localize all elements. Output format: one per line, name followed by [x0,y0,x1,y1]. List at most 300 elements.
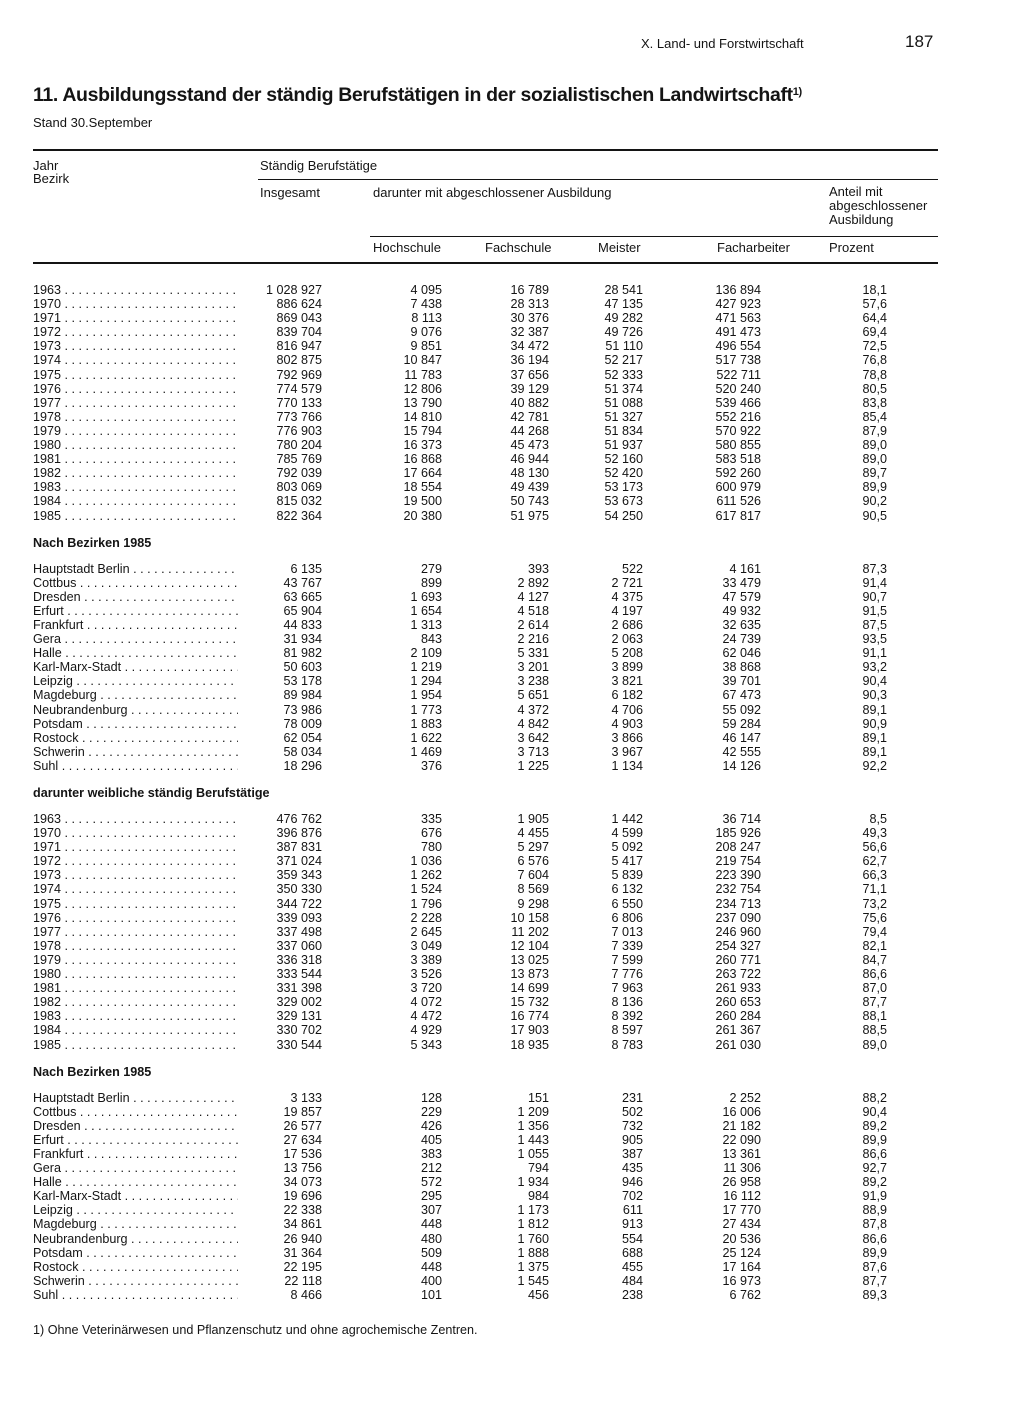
cell-insgesamt: 17 536 [283,1146,322,1161]
cell-insgesamt: 773 766 [276,409,322,424]
cell-hochschule: 1 693 [410,589,442,604]
cell-facharbeiter: 11 306 [723,1161,761,1176]
cell-prozent: 89,9 [862,1132,887,1147]
cell-fachschule: 794 [527,1161,549,1176]
cell-hochschule: 676 [420,826,442,841]
cell-fachschule: 28 313 [510,297,549,312]
table-row [33,1161,938,1175]
table-row [33,1133,938,1147]
cell-insgesamt: 18 296 [283,758,322,773]
table-row [33,424,938,438]
cell-insgesamt: 350 330 [276,882,322,897]
cell-meister: 4 599 [611,826,643,841]
cell-insgesamt: 337 060 [276,938,322,953]
cell-hochschule: 1 954 [410,688,442,703]
row-label: 1983 . . . [33,480,238,494]
row-label: 1974 . . . [33,882,238,896]
cell-fachschule: 1 375 [517,1259,549,1274]
row-label: 1970 . . . [33,826,238,840]
cell-prozent: 87,3 [862,561,887,576]
cell-prozent: 89,1 [862,702,887,717]
cell-facharbeiter: 62 046 [722,646,761,661]
cell-insgesamt: 8 466 [290,1287,322,1302]
table-row [33,1105,938,1119]
hochschule-header: Hochschule [373,240,441,255]
cell-prozent: 86,6 [862,1146,887,1161]
cell-meister: 946 [621,1175,643,1190]
cell-hochschule: 128 [420,1090,442,1105]
cell-facharbeiter: 254 327 [715,938,761,953]
table-row [33,882,938,896]
row-label: 1970 . . . [33,297,238,311]
cell-insgesamt: 396 876 [276,826,322,841]
row-label: 1963 . . . [33,812,238,826]
cell-insgesamt: 815 032 [276,494,322,509]
table-row [33,283,938,297]
table-row [33,1147,938,1161]
cell-prozent: 78,8 [862,367,887,382]
cell-insgesamt: 339 093 [276,910,322,925]
section-years-total [33,283,938,523]
cell-hochschule: 16 373 [403,438,442,453]
cell-prozent: 90,4 [862,1104,887,1119]
cell-facharbeiter: 16 973 [722,1273,761,1288]
cell-facharbeiter: 517 738 [715,353,761,368]
table-row [33,967,938,981]
cell-prozent: 87,5 [862,617,887,632]
running-head [0,32,1024,56]
table-body [33,283,938,1302]
cell-facharbeiter: 427 923 [715,297,761,312]
cell-insgesamt: 329 131 [276,1009,322,1024]
cell-insgesamt: 371 024 [276,854,322,869]
cell-facharbeiter: 27 434 [722,1217,761,1232]
cell-facharbeiter: 14 126 [722,758,761,773]
cell-hochschule: 11 783 [404,367,442,382]
cell-facharbeiter: 539 466 [715,395,761,410]
cell-facharbeiter: 39 701 [722,674,761,689]
row-label: 1974 . . . [33,353,238,367]
cell-facharbeiter: 520 240 [715,381,761,396]
cell-prozent: 71,1 [862,882,887,897]
cell-insgesamt: 337 498 [276,924,322,939]
cell-prozent: 82,1 [862,938,887,953]
cell-meister: 2 063 [611,632,643,647]
cell-fachschule: 2 216 [517,632,549,647]
cell-insgesamt: 774 579 [276,381,322,396]
cell-facharbeiter: 617 817 [715,508,761,523]
cell-facharbeiter: 13 361 [722,1146,761,1161]
row-label: 1975 . . . [33,368,238,382]
row-label: 1978 . . . [33,410,238,424]
footnote-marker: 1) [792,86,802,98]
cell-fachschule: 37 656 [510,367,549,382]
cell-facharbeiter: 185 926 [715,826,761,841]
cell-hochschule: 1 219 [410,660,442,675]
row-label: 1971 . . . [33,840,238,854]
cell-meister: 53 673 [604,494,643,509]
cell-insgesamt: 331 398 [276,981,322,996]
cell-insgesamt: 803 069 [276,480,322,495]
cell-hochschule: 780 [420,840,442,855]
cell-facharbeiter: 16 006 [722,1104,761,1119]
stub-header-jahr: Jahr [33,158,59,173]
cell-insgesamt: 31 364 [283,1245,322,1260]
facharbeiter-header: Facharbeiter [717,240,790,255]
table-row [33,618,938,632]
table-row [33,1038,938,1052]
cell-meister: 435 [621,1161,643,1176]
table-row [33,339,938,353]
cell-meister: 913 [621,1217,643,1232]
table-row [33,995,938,1009]
cell-hochschule: 1 313 [410,617,442,632]
row-label: 1971 . . . [33,311,238,325]
cell-insgesamt: 73 986 [283,702,322,717]
cell-meister: 52 333 [604,367,643,382]
meister-header: Meister [598,240,641,255]
cell-fachschule: 49 439 [510,480,549,495]
table-title-text: 11. Ausbildungsstand der ständig Berufstätigen in der sozialistischen Landwirtschaft [33,84,793,106]
cell-prozent: 83,8 [862,395,887,410]
cell-meister: 8 136 [611,995,643,1010]
cell-facharbeiter: 522 711 [716,367,761,382]
cell-fachschule: 32 387 [510,325,549,340]
cell-fachschule: 36 194 [510,353,549,368]
cell-prozent: 93,2 [862,660,887,675]
top-rule [33,149,938,151]
cell-insgesamt: 81 982 [283,646,322,661]
cell-meister: 6 550 [611,896,643,911]
cell-hochschule: 295 [420,1189,442,1204]
table-row [33,438,938,452]
anteil-header-line2: abgeschlossener [829,198,928,213]
cell-fachschule: 8 569 [517,882,549,897]
cell-meister: 231 [621,1090,643,1105]
cell-insgesamt: 839 704 [276,325,322,340]
cell-fachschule: 30 376 [510,311,549,326]
cell-facharbeiter: 260 771 [715,952,761,967]
cell-hochschule: 1 294 [410,674,442,689]
cell-fachschule: 5 331 [517,646,549,661]
cell-prozent: 89,0 [862,1037,887,1052]
cell-hochschule: 8 113 [411,311,442,326]
cell-facharbeiter: 261 030 [715,1037,761,1052]
cell-facharbeiter: 491 473 [715,325,761,340]
anteil-header-line3: Ausbildung [829,212,894,227]
cell-prozent: 87,6 [862,1259,887,1274]
cell-fachschule: 456 [527,1287,549,1302]
cell-insgesamt: 336 318 [276,952,322,967]
cell-fachschule: 17 903 [510,1023,549,1038]
cell-prozent: 80,5 [862,381,887,396]
row-label: Halle . . . [33,646,238,660]
cell-fachschule: 16 774 [510,1009,549,1024]
row-label: 1976 . . . [33,382,238,396]
cell-fachschule: 1 173 [517,1203,549,1218]
row-label: 1984 . . . [33,1023,238,1037]
cell-meister: 52 160 [604,452,643,467]
cell-meister: 51 834 [604,423,643,438]
cell-hochschule: 480 [420,1231,442,1246]
cell-hochschule: 101 [420,1287,442,1302]
row-label: Magdeburg . . . [33,688,238,702]
table-row [33,466,938,480]
table-row [33,576,938,590]
table-row [33,646,938,660]
cell-fachschule: 4 518 [517,603,549,618]
cell-meister: 6 132 [611,882,643,897]
table-row [33,382,938,396]
cell-hochschule: 14 810 [403,409,442,424]
cell-hochschule: 1 654 [410,603,442,618]
cell-insgesamt: 50 603 [283,660,322,675]
cell-hochschule: 335 [420,812,442,826]
cell-hochschule: 1 262 [410,868,442,883]
cell-meister: 3 967 [611,744,643,759]
table-row [33,674,938,688]
cell-prozent: 90,5 [862,508,887,523]
table-row [33,897,938,911]
row-label: Rostock . . . [33,1260,238,1274]
cell-hochschule: 843 [420,632,442,647]
table-row [33,688,938,702]
cell-fachschule: 7 604 [517,868,549,883]
section-bezirke-female [33,1091,938,1302]
table-row [33,1023,938,1037]
cell-facharbeiter: 46 147 [722,730,761,745]
table-row [33,1217,938,1231]
cell-prozent: 87,0 [862,981,887,996]
cell-facharbeiter: 234 713 [715,896,761,911]
cell-hochschule: 12 806 [403,381,442,396]
cell-hochschule: 17 664 [403,466,442,481]
cell-meister: 5 092 [611,840,643,855]
table-row [33,1288,938,1302]
cell-meister: 554 [621,1231,643,1246]
cell-hochschule: 9 851 [410,339,442,354]
cell-hochschule: 376 [420,758,442,773]
cell-prozent: 56,6 [862,840,887,855]
table-row [33,410,938,424]
row-label: Karl-Marx-Stadt . . . [33,660,238,674]
cell-prozent: 87,7 [862,1273,887,1288]
cell-facharbeiter: 611 526 [716,494,761,509]
cell-fachschule: 4 455 [517,826,549,841]
row-label: Halle . . . [33,1175,238,1189]
cell-meister: 7 599 [611,952,643,967]
row-label: 1979 . . . [33,424,238,438]
cell-facharbeiter: 67 473 [722,688,761,703]
row-label: 1972 . . . [33,854,238,868]
cell-insgesamt: 792 969 [276,367,322,382]
cell-insgesamt: 44 833 [283,617,322,632]
cell-meister: 2 721 [611,575,643,590]
table-row [33,1274,938,1288]
cell-hochschule: 9 076 [410,325,442,340]
table-row [33,703,938,717]
cell-hochschule: 5 343 [410,1037,442,1052]
cell-facharbeiter: 232 754 [715,882,761,897]
table-row [33,854,938,868]
cell-hochschule: 19 500 [403,494,442,509]
cell-facharbeiter: 600 979 [715,480,761,495]
page-number: 187 [905,32,934,51]
table-row [33,1009,938,1023]
cell-meister: 7 963 [611,981,643,996]
cell-meister: 5 839 [611,868,643,883]
table-row [33,494,938,508]
cell-prozent: 18,1 [862,283,887,297]
row-label: Schwerin . . . [33,1274,238,1288]
subgroup-rule [370,236,938,237]
cell-hochschule: 4 472 [410,1009,442,1024]
cell-prozent: 57,6 [862,297,887,312]
row-label: Gera . . . [33,1161,238,1175]
cell-fachschule: 3 238 [517,674,549,689]
cell-meister: 4 706 [611,702,643,717]
subheading-bezirke-female: Nach Bezirken 1985 [33,1064,152,1079]
cell-facharbeiter: 2 252 [729,1090,761,1105]
cell-meister: 8 392 [611,1009,643,1024]
cell-fachschule: 3 713 [517,744,549,759]
cell-facharbeiter: 583 518 [715,452,761,467]
cell-insgesamt: 78 009 [283,716,322,731]
cell-prozent: 88,2 [862,1090,887,1105]
footnote: 1) Ohne Veterinärwesen und Pflanzenschutz und ohne agrochemische Zentren. [33,1323,478,1337]
cell-facharbeiter: 592 260 [715,466,761,481]
cell-hochschule: 212 [420,1161,442,1176]
cell-insgesamt: 63 665 [283,589,322,604]
cell-meister: 8 597 [611,1023,643,1038]
cell-meister: 52 217 [604,353,643,368]
cell-hochschule: 4 095 [410,283,442,297]
row-label: Suhl . . . [33,759,238,773]
cell-insgesamt: 34 861 [283,1217,322,1232]
row-label: Suhl . . . [33,1288,238,1302]
row-label: 1985 . . . [33,509,238,523]
table-row [33,325,938,339]
cell-meister: 5 208 [611,646,643,661]
cell-meister: 1 442 [611,812,643,826]
cell-meister: 522 [621,561,643,576]
row-label: Dresden . . . [33,1119,238,1133]
cell-prozent: 90,7 [862,589,887,604]
cell-facharbeiter: 260 653 [715,995,761,1010]
cell-facharbeiter: 4 161 [729,561,761,576]
cell-insgesamt: 19 857 [283,1104,322,1119]
cell-insgesamt: 22 195 [283,1259,322,1274]
cell-prozent: 90,9 [862,716,887,731]
cell-fachschule: 2 892 [517,575,549,590]
row-label: Hauptstadt Berlin . . . [33,562,238,576]
cell-fachschule: 1 812 [517,1217,549,1232]
cell-fachschule: 13 025 [510,952,549,967]
cell-insgesamt: 26 940 [283,1231,322,1246]
cell-facharbeiter: 38 868 [722,660,761,675]
cell-prozent: 87,8 [862,1217,887,1232]
anteil-header-line1: Anteil mit [829,184,883,199]
table-row [33,1232,938,1246]
cell-hochschule: 405 [420,1132,442,1147]
table-row [33,297,938,311]
cell-meister: 51 374 [604,381,643,396]
cell-meister: 905 [621,1132,643,1147]
table-row [33,604,938,618]
cell-facharbeiter: 26 958 [722,1175,761,1190]
cell-facharbeiter: 208 247 [715,840,761,855]
table-row [33,759,938,773]
cell-hochschule: 3 389 [410,952,442,967]
section-title: X. Land- und Forstwirtschaft [641,36,804,51]
cell-prozent: 86,6 [862,967,887,982]
cell-meister: 2 686 [611,617,643,632]
cell-facharbeiter: 580 855 [715,438,761,453]
cell-meister: 502 [621,1104,643,1119]
cell-prozent: 89,3 [862,1287,887,1302]
cell-prozent: 88,9 [862,1203,887,1218]
cell-meister: 28 541 [604,283,643,297]
cell-insgesamt: 333 544 [276,967,322,982]
cell-prozent: 76,8 [862,353,887,368]
stub-header-bezirk: Bezirk [33,171,70,186]
cell-hochschule: 3 720 [410,981,442,996]
cell-hochschule: 229 [420,1104,442,1119]
cell-facharbeiter: 552 216 [715,409,761,424]
table-row [33,745,938,759]
cell-hochschule: 1 524 [410,882,442,897]
cell-facharbeiter: 42 555 [722,744,761,759]
table-row [33,925,938,939]
cell-prozent: 89,2 [862,1118,887,1133]
cell-fachschule: 10 158 [510,910,549,925]
cell-facharbeiter: 263 722 [715,967,761,982]
row-label: Rostock . . . [33,731,238,745]
cell-fachschule: 45 473 [510,438,549,453]
cell-insgesamt: 13 756 [283,1161,322,1176]
row-label: Gera . . . [33,632,238,646]
cell-facharbeiter: 32 635 [722,617,761,632]
row-label: 1963 . . . [33,283,238,297]
fachschule-header: Fachschule [485,240,552,255]
cell-meister: 732 [621,1118,643,1133]
cell-meister: 4 903 [611,716,643,731]
cell-facharbeiter: 223 390 [715,868,761,883]
cell-fachschule: 18 935 [510,1037,549,1052]
table-row [33,840,938,854]
table-row [33,590,938,604]
table-row [33,1246,938,1260]
cell-hochschule: 1 773 [410,702,442,717]
cell-facharbeiter: 49 932 [722,603,761,618]
table-row [33,812,938,826]
cell-fachschule: 14 699 [510,981,549,996]
cell-prozent: 75,6 [862,910,887,925]
cell-hochschule: 400 [420,1273,442,1288]
cell-facharbeiter: 237 090 [715,910,761,925]
cell-prozent: 91,5 [862,603,887,618]
table-row [33,731,938,745]
cell-meister: 7 339 [611,938,643,953]
cell-insgesamt: 27 634 [283,1132,322,1147]
cell-fachschule: 1 443 [517,1132,549,1147]
cell-fachschule: 1 225 [517,758,549,773]
row-label: Frankfurt . . . [33,1147,238,1161]
cell-prozent: 93,5 [862,632,887,647]
cell-meister: 5 417 [611,854,643,869]
cell-prozent: 64,4 [862,311,887,326]
cell-meister: 455 [621,1259,643,1274]
